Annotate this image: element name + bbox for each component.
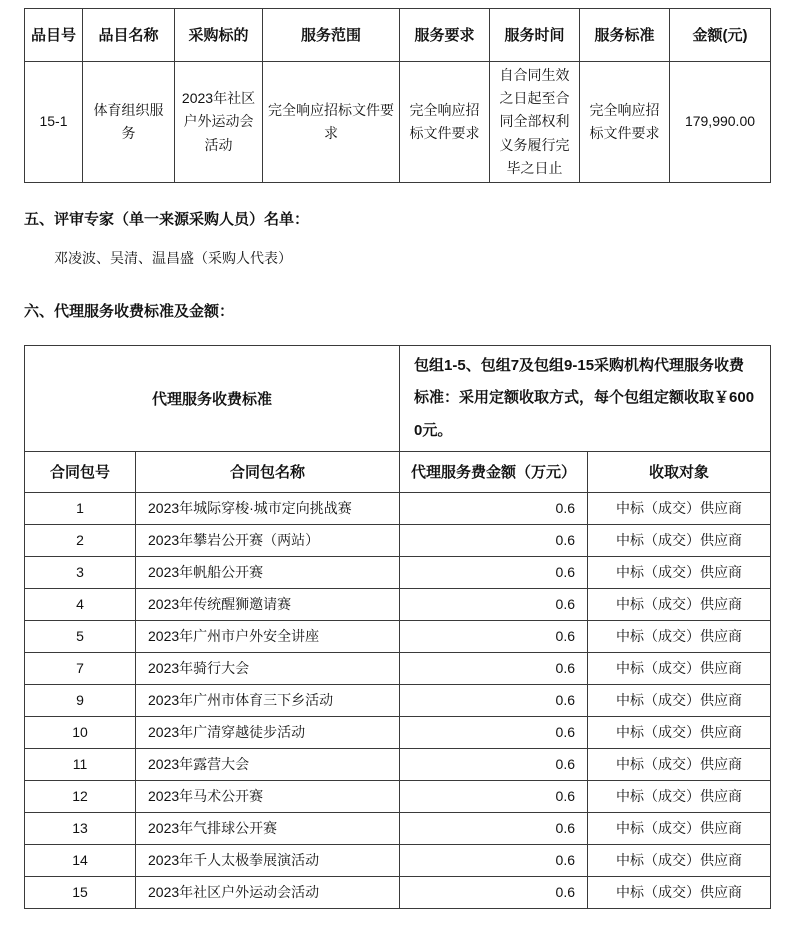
fee-table bbox=[24, 345, 771, 909]
fee-row-name: 2023年城际穿梭·城市定向挑战赛 bbox=[136, 492, 400, 524]
fee-row-payer: 中标（成交）供应商 bbox=[588, 492, 771, 524]
item-cell-service-scope: 完全响应招标文件要求 bbox=[263, 62, 400, 183]
fee-table-row bbox=[25, 748, 771, 780]
item-table-header-row bbox=[25, 9, 771, 62]
fee-row-name: 2023年广州市体育三下乡活动 bbox=[136, 684, 400, 716]
fee-row-name: 2023年骑行大会 bbox=[136, 652, 400, 684]
fee-row-amount: 0.6 bbox=[400, 812, 588, 844]
fee-row-no: 7 bbox=[25, 652, 136, 684]
item-header-procurement-subject: 采购标的 bbox=[175, 9, 263, 62]
fee-table-row bbox=[25, 844, 771, 876]
fee-row-name: 2023年攀岩公开赛（两站） bbox=[136, 524, 400, 556]
fee-row-amount: 0.6 bbox=[400, 620, 588, 652]
item-cell-amount: 179,990.00 bbox=[670, 62, 771, 183]
fee-row-amount: 0.6 bbox=[400, 524, 588, 556]
fee-table-row bbox=[25, 780, 771, 812]
section-five-heading: 五、评审专家（单一来源采购人员）名单： bbox=[24, 211, 310, 228]
fee-table-row bbox=[25, 652, 771, 684]
fee-row-amount: 0.6 bbox=[400, 588, 588, 620]
fee-row-payer: 中标（成交）供应商 bbox=[588, 684, 771, 716]
fee-row-no: 4 bbox=[25, 588, 136, 620]
fee-row-no: 11 bbox=[25, 748, 136, 780]
fee-table-row bbox=[25, 588, 771, 620]
fee-row-no: 9 bbox=[25, 684, 136, 716]
fee-row-no: 12 bbox=[25, 780, 136, 812]
fee-row-amount: 0.6 bbox=[400, 844, 588, 876]
fee-row-name: 2023年气排球公开赛 bbox=[136, 812, 400, 844]
fee-row-payer: 中标（成交）供应商 bbox=[588, 620, 771, 652]
fee-row-name: 2023年社区户外运动会活动 bbox=[136, 876, 400, 908]
fee-row-no: 10 bbox=[25, 716, 136, 748]
fee-header-package-no: 合同包号 bbox=[25, 451, 136, 492]
fee-table-row bbox=[25, 524, 771, 556]
fee-row-payer: 中标（成交）供应商 bbox=[588, 780, 771, 812]
item-cell-service-requirement: 完全响应招标文件要求 bbox=[400, 62, 490, 183]
fee-row-amount: 0.6 bbox=[400, 716, 588, 748]
fee-row-no: 14 bbox=[25, 844, 136, 876]
item-cell-service-standard: 完全响应招标文件要求 bbox=[580, 62, 670, 183]
fee-row-amount: 0.6 bbox=[400, 748, 588, 780]
fee-row-amount: 0.6 bbox=[400, 652, 588, 684]
fee-row-no: 5 bbox=[25, 620, 136, 652]
fee-header-fee-amount: 代理服务费金额（万元） bbox=[400, 451, 588, 492]
item-header-service-scope: 服务范围 bbox=[263, 9, 400, 62]
item-header-amount: 金额(元) bbox=[670, 9, 771, 62]
section-six-heading: 六、代理服务收费标准及金额： bbox=[24, 303, 235, 320]
fee-table-row bbox=[25, 684, 771, 716]
fee-table-row bbox=[25, 556, 771, 588]
fee-row-payer: 中标（成交）供应商 bbox=[588, 588, 771, 620]
item-cell-item-name: 体育组织服务 bbox=[83, 62, 175, 183]
fee-row-no: 3 bbox=[25, 556, 136, 588]
fee-row-name: 2023年千人太极拳展演活动 bbox=[136, 844, 400, 876]
fee-row-name: 2023年传统醒狮邀请赛 bbox=[136, 588, 400, 620]
item-table-row bbox=[25, 62, 771, 183]
fee-row-payer: 中标（成交）供应商 bbox=[588, 844, 771, 876]
item-header-service-requirement: 服务要求 bbox=[400, 9, 490, 62]
fee-table-header-row bbox=[25, 451, 771, 492]
fee-row-payer: 中标（成交）供应商 bbox=[588, 748, 771, 780]
fee-standard-row bbox=[25, 346, 771, 452]
fee-header-package-name: 合同包名称 bbox=[136, 451, 400, 492]
item-header-item-no: 品目号 bbox=[25, 9, 83, 62]
fee-row-payer: 中标（成交）供应商 bbox=[588, 716, 771, 748]
fee-table-row bbox=[25, 812, 771, 844]
fee-row-payer: 中标（成交）供应商 bbox=[588, 652, 771, 684]
fee-row-no: 2 bbox=[25, 524, 136, 556]
item-cell-item-no: 15-1 bbox=[25, 62, 83, 183]
fee-row-name: 2023年广清穿越徒步活动 bbox=[136, 716, 400, 748]
item-table bbox=[24, 8, 771, 183]
fee-row-payer: 中标（成交）供应商 bbox=[588, 524, 771, 556]
fee-row-no: 13 bbox=[25, 812, 136, 844]
fee-table-row bbox=[25, 716, 771, 748]
fee-row-no: 15 bbox=[25, 876, 136, 908]
fee-row-no: 1 bbox=[25, 492, 136, 524]
fee-row-name: 2023年露营大会 bbox=[136, 748, 400, 780]
fee-row-name: 2023年帆船公开赛 bbox=[136, 556, 400, 588]
fee-table-row bbox=[25, 492, 771, 524]
fee-table-row bbox=[25, 876, 771, 908]
expert-names: 邓凌波、吴清、温昌盛（采购人代表） bbox=[54, 250, 292, 266]
fee-standard-label: 代理服务收费标准 bbox=[25, 346, 400, 452]
fee-row-amount: 0.6 bbox=[400, 876, 588, 908]
fee-standard-text: 包组1-5、包组7及包组9-15采购机构代理服务收费标准：采用定额收取方式，每个包组定额收取￥6000元。 bbox=[400, 346, 771, 452]
fee-row-amount: 0.6 bbox=[400, 684, 588, 716]
fee-row-payer: 中标（成交）供应商 bbox=[588, 812, 771, 844]
fee-row-amount: 0.6 bbox=[400, 780, 588, 812]
fee-row-payer: 中标（成交）供应商 bbox=[588, 556, 771, 588]
item-cell-procurement-subject: 2023年社区户外运动会活动 bbox=[175, 62, 263, 183]
fee-row-payer: 中标（成交）供应商 bbox=[588, 876, 771, 908]
item-cell-service-time: 自合同生效之日起至合同全部权利义务履行完毕之日止 bbox=[490, 62, 580, 183]
fee-header-payer: 收取对象 bbox=[588, 451, 771, 492]
fee-table-row bbox=[25, 620, 771, 652]
fee-row-amount: 0.6 bbox=[400, 492, 588, 524]
item-header-item-name: 品目名称 bbox=[83, 9, 175, 62]
item-header-service-standard: 服务标准 bbox=[580, 9, 670, 62]
fee-row-amount: 0.6 bbox=[400, 556, 588, 588]
item-header-service-time: 服务时间 bbox=[490, 9, 580, 62]
fee-row-name: 2023年马术公开赛 bbox=[136, 780, 400, 812]
fee-row-name: 2023年广州市户外安全讲座 bbox=[136, 620, 400, 652]
